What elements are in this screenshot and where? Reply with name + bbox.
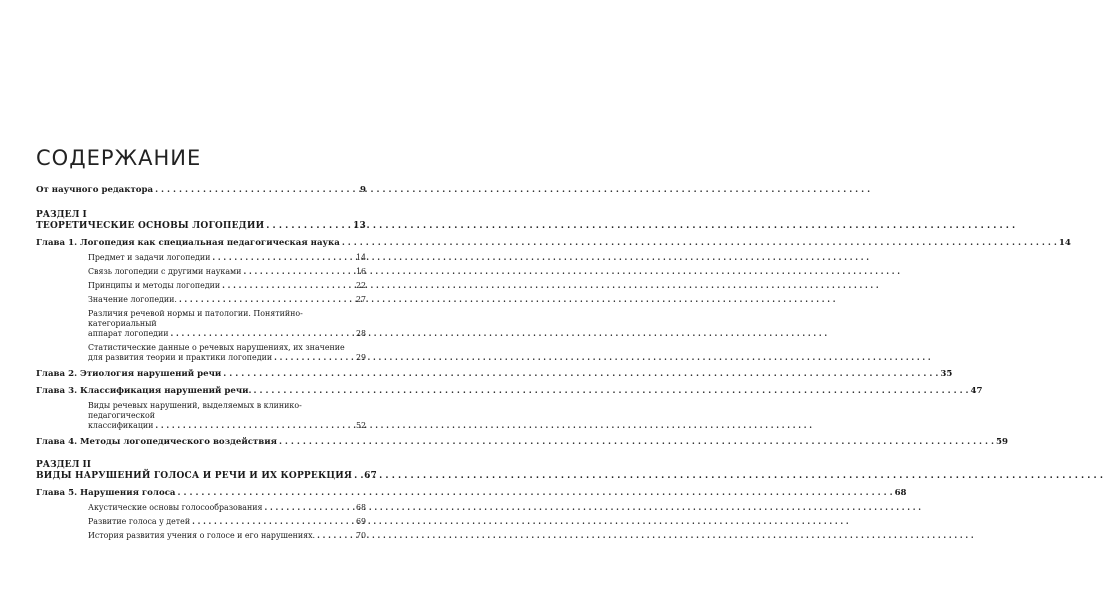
section-title: Предмет и задачи логопедии bbox=[88, 253, 211, 262]
entry-page: 14 bbox=[1058, 238, 1071, 248]
entry-page: 69 bbox=[355, 517, 366, 526]
chapter-title: Классификация нарушений речи. bbox=[80, 386, 252, 396]
section-title: Акустические основы голосообразования bbox=[88, 503, 263, 512]
section-title: классификации bbox=[88, 421, 154, 430]
entry-page: 28 bbox=[355, 329, 366, 338]
section-title-line1: Статистические данные о речевых нарушениях, их значение bbox=[88, 343, 345, 352]
toc-entry-part-2[interactable] bbox=[36, 471, 378, 482]
leader-dots bbox=[266, 221, 351, 232]
leader-dots bbox=[179, 295, 354, 305]
leader-dots bbox=[279, 437, 994, 448]
section-title: Развитие голоса у детей bbox=[88, 517, 191, 526]
section-title: Принципы и методы логопедии bbox=[88, 281, 221, 290]
entry-page: 35 bbox=[940, 369, 953, 379]
section-title: Значение логопедии. bbox=[88, 295, 177, 304]
part-label: РАЗДЕЛ I bbox=[36, 210, 87, 220]
toc-entry-section[interactable] bbox=[88, 343, 366, 363]
chapter-label: Глава 1. bbox=[36, 238, 78, 248]
leader-dots bbox=[212, 253, 354, 263]
entry-page: 52 bbox=[355, 421, 366, 430]
section-title: аппарат логопедии bbox=[88, 329, 169, 338]
leader-dots bbox=[171, 329, 354, 339]
toc-entry-section[interactable] bbox=[88, 295, 366, 305]
toc-entry-section[interactable] bbox=[88, 401, 366, 431]
leader-dots bbox=[243, 267, 354, 277]
leader-dots bbox=[155, 185, 358, 196]
leader-dots bbox=[178, 488, 893, 499]
part-label: РАЗДЕЛ II bbox=[36, 460, 91, 470]
chapter-1-sections bbox=[88, 253, 366, 363]
entry-page: 70 bbox=[355, 531, 366, 540]
toc-entry-section[interactable] bbox=[88, 281, 366, 291]
entry-page: 13 bbox=[353, 221, 366, 231]
chapter-label: Глава 2. bbox=[36, 369, 78, 379]
leader-dots bbox=[274, 353, 354, 363]
entry-page: 29 bbox=[355, 353, 366, 362]
part-2 bbox=[36, 460, 907, 541]
section-title: Связь логопедии с другими науками bbox=[88, 267, 242, 276]
chapter-title: Этиология нарушений речи bbox=[80, 369, 222, 379]
part-title: ТЕОРЕТИЧЕСКИЕ ОСНОВЫ ЛОГОПЕДИИ bbox=[36, 221, 265, 231]
chapter-5[interactable] bbox=[36, 488, 907, 499]
leader-dots bbox=[155, 421, 354, 431]
toc-entry-section[interactable] bbox=[88, 517, 366, 527]
part-1 bbox=[36, 210, 1071, 448]
chapter-5-sections bbox=[88, 503, 366, 541]
section-title-line1: Виды речевых нарушений, выделяемых в клинико-педагогической bbox=[88, 401, 302, 420]
toc-entry-section[interactable] bbox=[88, 253, 366, 263]
leader-dots bbox=[342, 238, 1057, 249]
entry-page: 68 bbox=[355, 503, 366, 512]
chapter-title: Логопедия как специальная педагогическая наука bbox=[80, 238, 340, 248]
chapter-2[interactable] bbox=[36, 369, 953, 380]
leader-dots bbox=[192, 517, 354, 527]
toc-entry-part-1[interactable] bbox=[36, 221, 366, 232]
entry-page: 59 bbox=[996, 437, 1008, 447]
section-title-line1: Различия речевой нормы и патологии. Понятийно-категориальный bbox=[88, 309, 303, 328]
leader-dots bbox=[222, 281, 354, 291]
entry-page: 67 bbox=[364, 471, 378, 481]
section-title: для развития теории и практики логопедии bbox=[88, 353, 273, 362]
chapter-4[interactable] bbox=[36, 437, 1008, 448]
table-of-contents bbox=[36, 185, 1071, 553]
entry-page: 22 bbox=[355, 281, 366, 290]
entry-page: 14 bbox=[355, 253, 366, 262]
toc-entry-section[interactable] bbox=[88, 503, 366, 513]
chapter-title: Методы логопедического воздействия bbox=[80, 437, 277, 447]
section-title: История развития учения о голосе и его нарушениях. bbox=[88, 531, 316, 540]
leader-dots bbox=[253, 386, 968, 397]
entry-page: 27 bbox=[355, 295, 366, 304]
chapter-1[interactable] bbox=[36, 238, 1071, 249]
leader-dots bbox=[317, 531, 354, 541]
toc-entry-editor[interactable] bbox=[36, 185, 366, 196]
toc-entry-section[interactable] bbox=[88, 531, 366, 541]
entry-page: 16 bbox=[355, 267, 366, 276]
chapter-3[interactable] bbox=[36, 386, 983, 397]
toc-entry-section[interactable] bbox=[88, 309, 366, 339]
chapter-label: Глава 5. bbox=[36, 488, 78, 498]
chapter-3-sections bbox=[88, 401, 366, 431]
leader-dots bbox=[223, 369, 938, 380]
toc-heading: СОДЕРЖАНИЕ bbox=[36, 146, 202, 170]
chapter-title: Нарушения голоса bbox=[80, 488, 176, 498]
chapter-label: Глава 3. bbox=[36, 386, 78, 396]
toc-entry-section[interactable] bbox=[88, 267, 366, 277]
entry-page: 47 bbox=[970, 386, 983, 396]
entry-page: 9 bbox=[360, 185, 366, 195]
chapter-label: Глава 4. bbox=[36, 437, 78, 447]
part-title: ВИДЫ НАРУШЕНИЙ ГОЛОСА И РЕЧИ И ИХ КОРРЕКЦИЯ bbox=[36, 471, 353, 481]
entry-page: 68 bbox=[894, 488, 907, 498]
leader-dots bbox=[354, 471, 362, 482]
entry-title: От научного редактора bbox=[36, 185, 154, 195]
leader-dots bbox=[264, 503, 354, 513]
